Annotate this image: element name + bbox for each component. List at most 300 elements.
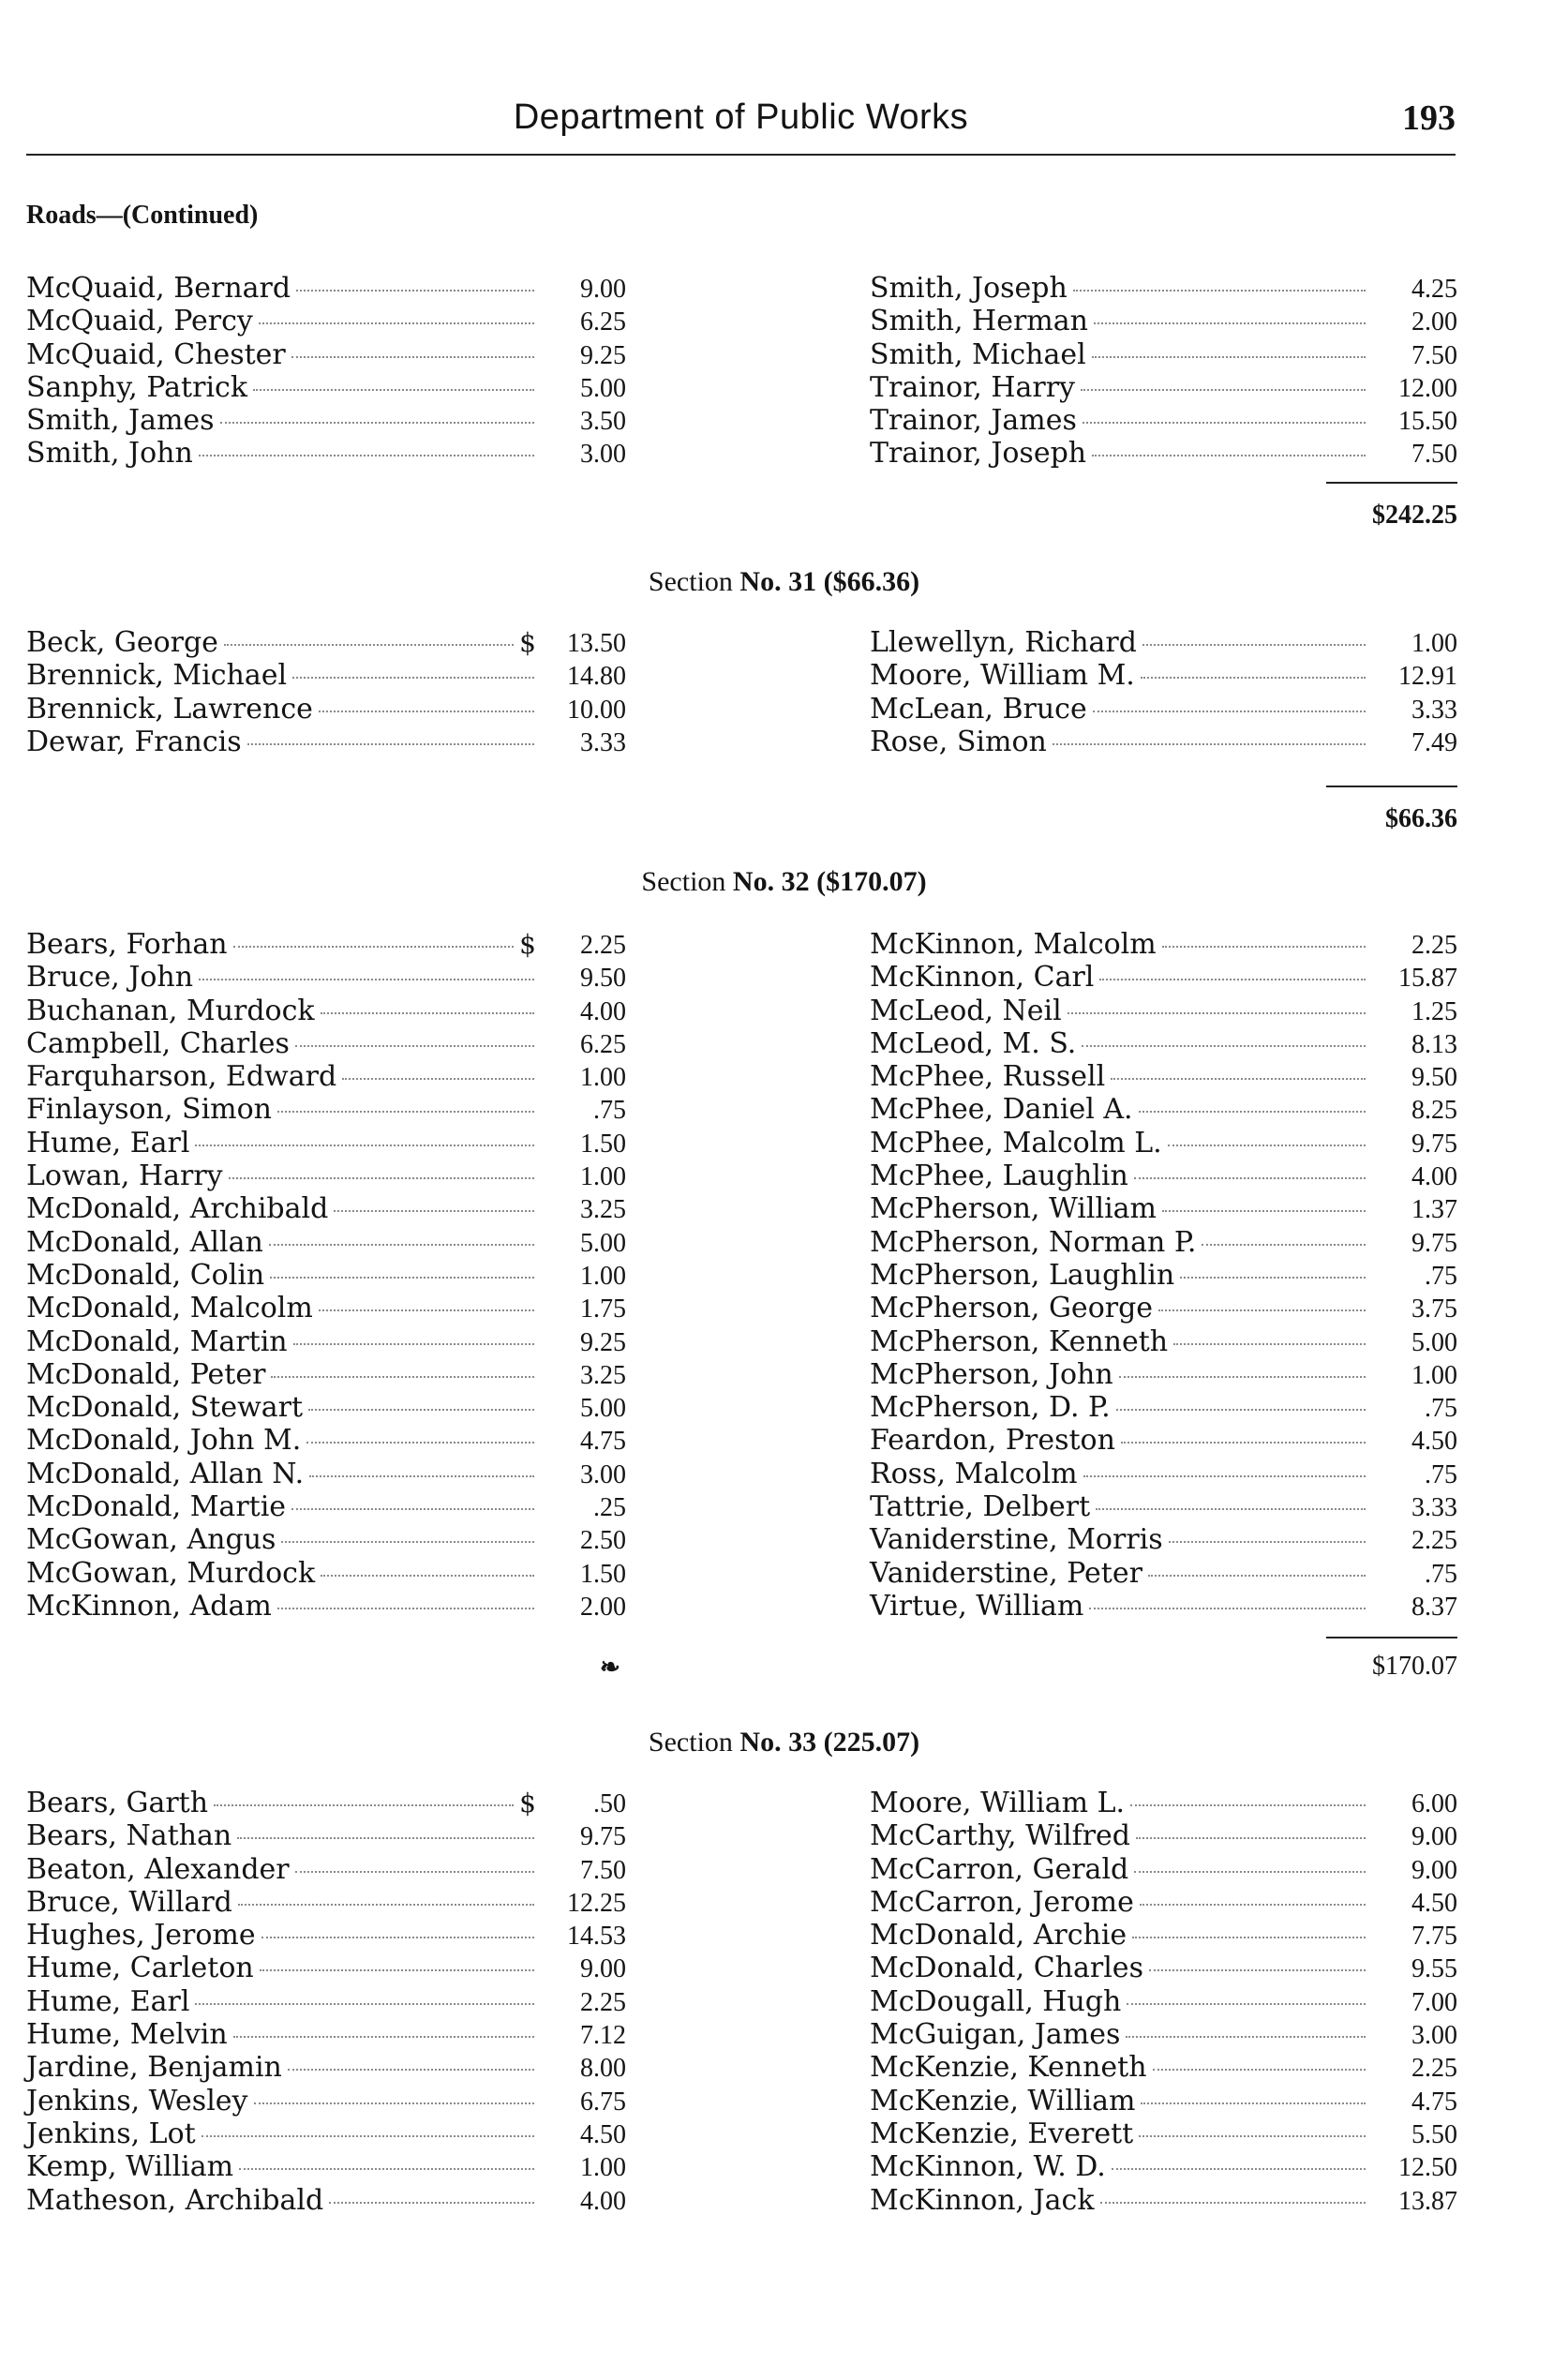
leader-dots [309, 1475, 534, 1477]
payment-amount: 7.49 [1411, 727, 1457, 757]
payment-amount: 8.37 [1411, 1592, 1457, 1622]
leader-dots [295, 1871, 534, 1873]
payment-amount: 1.00 [580, 1063, 626, 1093]
payee-name: McCarthy, Wilfred [870, 1819, 1131, 1853]
ledger-row [870, 272, 1457, 305]
ledger-row [26, 1985, 626, 2018]
ledger-row [26, 995, 626, 1027]
leader-dots [1153, 2069, 1366, 2071]
payment-amount: .50 [593, 1789, 626, 1818]
ledger-row [870, 1259, 1457, 1292]
leader-dots [269, 1244, 534, 1246]
payment-amount: 7.50 [1411, 440, 1457, 470]
payee-name: Jardine, Benjamin [26, 2051, 282, 2085]
section-31-total: $66.36 [1385, 804, 1457, 833]
ledger-row [26, 2184, 626, 2217]
section-32-total: $170.07 [1372, 1652, 1457, 1681]
ledger-row [26, 1819, 626, 1852]
leader-dots [233, 946, 515, 948]
payment-amount: 1.50 [580, 1129, 626, 1159]
leader-dots [277, 1111, 534, 1113]
payee-name: McCarron, Jerome [870, 1885, 1134, 1919]
leader-dots [1100, 2202, 1366, 2204]
payee-name: McDonald, Stewart [26, 1391, 304, 1425]
leader-dots [1149, 1969, 1366, 1971]
leader-dots [1180, 1277, 1366, 1279]
payee-name: Brennick, Lawrence [26, 692, 313, 726]
leader-dots [260, 1969, 534, 1971]
section-number: No. 33 [739, 1727, 817, 1758]
section-label: Section [648, 566, 733, 597]
payment-amount: 14.53 [567, 1922, 626, 1952]
payment-amount: .75 [1425, 1559, 1457, 1589]
section-32-heading [0, 866, 1568, 898]
payment-amount: 1.50 [580, 1559, 626, 1589]
payment-amount: 1.37 [1411, 1195, 1457, 1225]
payee-name: McDonald, Peter [26, 1357, 266, 1391]
ledger-row [26, 1886, 626, 1919]
ledger-row [870, 659, 1457, 692]
leader-dots [1141, 2102, 1366, 2104]
ledger-row [26, 1523, 626, 1556]
payment-amount: 5.50 [1411, 2119, 1457, 2149]
ledger-row [26, 1027, 626, 1060]
payment-amount: 2.00 [580, 1592, 626, 1622]
payee-name: Bears, Nathan [26, 1819, 232, 1853]
payee-name: McPherson, Laughlin [870, 1258, 1175, 1292]
ledger-row [26, 371, 626, 404]
payment-amount: 9.75 [1411, 1228, 1457, 1258]
payment-amount: 3.75 [1411, 1294, 1457, 1324]
leader-dots [1127, 2003, 1366, 2005]
roads-total: $242.25 [1372, 501, 1457, 530]
payee-name: Bears, Garth [26, 1787, 209, 1819]
leader-dots [224, 644, 514, 646]
payment-amount: 12.91 [1398, 662, 1457, 692]
payee-name: Virtue, William [870, 1589, 1084, 1623]
payee-name: Trainor, Joseph [870, 437, 1087, 471]
leader-dots [1053, 743, 1366, 745]
ledger-row [870, 338, 1457, 371]
payee-name: Rose, Simon [870, 725, 1047, 758]
ledger-row [870, 2018, 1457, 2051]
payment-amount: .75 [593, 1096, 626, 1126]
leader-dots [1139, 1111, 1366, 1113]
leader-dots [214, 1804, 514, 1806]
ledger-row [870, 1819, 1457, 1852]
payee-name: Jenkins, Lot [26, 2117, 196, 2150]
leader-dots [1083, 1475, 1366, 1477]
ledger-row [870, 2117, 1457, 2150]
ledger-row [870, 2085, 1457, 2117]
payee-name: Vaniderstine, Peter [870, 1556, 1142, 1590]
payee-name: McDonald, Allan [26, 1225, 263, 1259]
ledger-row [26, 1325, 626, 1358]
leader-dots [1130, 1804, 1366, 1806]
ledger-row [26, 2018, 626, 2051]
payee-name: McKinnon, Carl [870, 961, 1095, 995]
payee-name: Jenkins, Wesley [26, 2084, 248, 2117]
payee-name: McDougall, Hugh [870, 1984, 1122, 2018]
payment-amount: 7.12 [580, 2021, 626, 2051]
ledger-row [26, 1127, 626, 1160]
ledger-row [26, 1160, 626, 1192]
roads-right-list [870, 272, 1457, 471]
payment-amount: 7.50 [1411, 340, 1457, 370]
leader-dots [199, 979, 534, 980]
payment-amount: 1.75 [580, 1294, 626, 1324]
leader-dots [1081, 389, 1366, 391]
section-33-right-list [870, 1787, 1457, 2217]
ledger-row [870, 1358, 1457, 1391]
leader-dots [1136, 1837, 1366, 1839]
section-32-left-list [26, 928, 626, 1623]
section-label: Section [641, 866, 726, 897]
leader-dots [1111, 1078, 1366, 1080]
leader-dots [1094, 322, 1366, 324]
leader-dots [321, 1012, 534, 1014]
leader-dots [237, 1837, 534, 1839]
leader-dots [329, 2202, 534, 2204]
section-32-total-rule [1326, 1637, 1457, 1638]
leader-dots [1116, 1409, 1366, 1411]
ledger-row [870, 1985, 1457, 2018]
dollar-sign: $ [519, 1788, 536, 1818]
ledger-row [870, 1226, 1457, 1259]
payment-amount: 3.50 [580, 407, 626, 437]
leader-dots [296, 290, 534, 292]
payment-amount: 1.00 [580, 1261, 626, 1291]
page-title: Department of Public Works [513, 97, 969, 137]
payment-amount: 8.25 [1411, 1096, 1457, 1126]
payment-amount: 12.25 [567, 1888, 626, 1918]
leader-dots [253, 389, 534, 391]
payment-amount: 2.00 [1411, 307, 1457, 337]
leader-dots [238, 1904, 534, 1906]
payment-amount: 9.25 [580, 1327, 626, 1357]
payee-name: Tattrie, Delbert [870, 1490, 1091, 1524]
ledger-row [870, 995, 1457, 1027]
leader-dots [1099, 979, 1366, 980]
ledger-row [870, 1093, 1457, 1126]
payee-name: Lowan, Harry [26, 1160, 223, 1193]
ledger-row [870, 1523, 1457, 1556]
payment-amount: 3.00 [1411, 2021, 1457, 2051]
payee-name: McDonald, Martin [26, 1324, 288, 1358]
payee-name: Trainor, James [870, 404, 1077, 438]
payment-amount: 4.75 [580, 1427, 626, 1457]
payment-amount: 3.33 [1411, 695, 1457, 725]
ledger-row [26, 1490, 626, 1523]
payment-amount: 2.25 [580, 1987, 626, 2017]
payment-amount: 1.00 [1411, 1360, 1457, 1390]
ledger-row [26, 1192, 626, 1225]
ledger-row [870, 1391, 1457, 1424]
leader-dots [291, 356, 534, 358]
ledger-row [26, 2150, 626, 2183]
payee-name: Trainor, Harry [870, 370, 1076, 404]
payment-amount: 3.25 [580, 1195, 626, 1225]
section-31-left-list [26, 626, 626, 758]
payment-amount: 9.00 [580, 275, 626, 304]
ledger-row [26, 659, 626, 692]
leader-dots [220, 422, 534, 424]
ledger-row [870, 726, 1457, 758]
payee-name: Bears, Forhan [26, 928, 228, 961]
payment-amount: 4.50 [1411, 1427, 1457, 1457]
page-number: 193 [1402, 98, 1456, 138]
leader-dots [1134, 1177, 1366, 1179]
ledger-row [870, 371, 1457, 404]
payment-amount: 4.00 [1411, 1162, 1457, 1192]
payee-name: McPherson, Norman P. [870, 1225, 1197, 1259]
ledger-row [26, 2085, 626, 2117]
payment-amount: 4.00 [580, 996, 626, 1026]
payment-amount: .25 [593, 1493, 626, 1523]
payee-name: McLean, Bruce [870, 692, 1087, 726]
leader-dots [1112, 2168, 1366, 2170]
payment-amount: .75 [1425, 1459, 1457, 1489]
payment-amount: 2.25 [1411, 2054, 1457, 2084]
payee-name: McLeod, Neil [870, 994, 1062, 1027]
payment-amount: 1.25 [1411, 996, 1457, 1026]
payee-name: Farquharson, Edward [26, 1060, 337, 1094]
payee-name: McDonald, Colin [26, 1258, 265, 1292]
payee-name: McDonald, Malcolm [26, 1292, 313, 1325]
printer-mark-icon: ❧ [600, 1653, 620, 1682]
payment-amount: 15.87 [1398, 964, 1457, 994]
payment-amount: 1.00 [580, 1162, 626, 1192]
payment-amount: 3.25 [580, 1360, 626, 1390]
ledger-row [870, 1424, 1457, 1457]
payment-amount: 9.50 [1411, 1063, 1457, 1093]
leader-dots [1173, 1343, 1366, 1345]
payee-name: McDonald, Archibald [26, 1192, 329, 1226]
leader-dots [1073, 290, 1366, 292]
roads-continued-heading: Roads—(Continued) [26, 201, 259, 230]
payment-amount: 1.00 [580, 2153, 626, 2183]
ledger-row [26, 693, 626, 726]
leader-dots [1142, 644, 1366, 646]
leader-dots [1089, 1608, 1366, 1609]
payee-name: Hughes, Jerome [26, 1919, 256, 1953]
payment-amount: 1.00 [1411, 629, 1457, 658]
payment-amount: 15.50 [1398, 407, 1457, 437]
leader-dots [1092, 455, 1366, 456]
leader-dots [1068, 1012, 1366, 1014]
leader-dots [1148, 1575, 1366, 1577]
payee-name: Hume, Melvin [26, 2018, 228, 2052]
ledger-row [870, 1458, 1457, 1490]
ledger-row [26, 272, 626, 305]
ledger-row [870, 693, 1457, 726]
leader-dots [308, 1409, 534, 1411]
ledger-row [870, 928, 1457, 961]
payment-amount: 4.75 [1411, 2087, 1457, 2117]
ledger-row [26, 1060, 626, 1093]
payee-name: Beck, George [26, 626, 218, 659]
payment-amount: 2.25 [1411, 1526, 1457, 1556]
leader-dots [1140, 1904, 1366, 1906]
leader-dots [271, 1376, 534, 1378]
payee-name: Hume, Carleton [26, 1952, 254, 1985]
section-number: No. 32 [732, 866, 810, 897]
payee-name: Ross, Malcolm [870, 1457, 1078, 1490]
payment-amount: 4.50 [1411, 1888, 1457, 1918]
payee-name: McDonald, John M. [26, 1424, 302, 1458]
section-32-right-list [870, 928, 1457, 1623]
leader-dots [281, 1541, 534, 1543]
leader-dots [1162, 1210, 1366, 1212]
payee-name: McQuaid, Percy [26, 305, 253, 338]
section-31-total-rule [1326, 786, 1457, 787]
payee-name: McDonald, Martie [26, 1490, 287, 1524]
payment-amount: 13.87 [1398, 2186, 1457, 2216]
ledger-row [870, 1127, 1457, 1160]
ledger-row [870, 1787, 1457, 1819]
payee-name: McKenzie, Kenneth [870, 2051, 1147, 2085]
ledger-row [870, 1952, 1457, 1984]
ledger-row [870, 961, 1457, 994]
ledger-row [26, 626, 626, 659]
ledger-row [26, 1424, 626, 1457]
payment-amount: 9.50 [580, 964, 626, 994]
ledger-row [870, 2051, 1457, 2084]
payee-name: McPherson, George [870, 1292, 1154, 1325]
payment-amount: 12.00 [1398, 373, 1457, 403]
payee-name: McKenzie, Everett [870, 2117, 1134, 2150]
payee-name: McGuigan, James [870, 2018, 1121, 2052]
ledger-row [26, 1458, 626, 1490]
payee-name: Hume, Earl [26, 1984, 190, 2018]
section-amount: ($170.07) [816, 866, 927, 897]
payee-name: McPherson, Kenneth [870, 1324, 1169, 1358]
leader-dots [1162, 946, 1366, 948]
leader-dots [1168, 1145, 1366, 1146]
ledger-row [26, 1557, 626, 1590]
ledger-row [26, 404, 626, 437]
section-33-left-list [26, 1787, 626, 2217]
ledger-row [26, 1853, 626, 1886]
ledger-row [26, 305, 626, 337]
payment-amount: 5.00 [580, 1394, 626, 1424]
leader-dots [1082, 1045, 1366, 1047]
payee-name: Moore, William M. [870, 659, 1135, 693]
payee-name: McPherson, D. P. [870, 1391, 1111, 1425]
leader-dots [292, 677, 534, 679]
payee-name: McKinnon, Adam [26, 1589, 272, 1623]
ledger-row [870, 1160, 1457, 1192]
payment-amount: 6.25 [580, 1029, 626, 1059]
payee-name: McKinnon, W. D. [870, 2150, 1106, 2184]
ledger-row [870, 1192, 1457, 1225]
payment-amount: 8.13 [1411, 1029, 1457, 1059]
payee-name: Vaniderstine, Morris [870, 1523, 1163, 1557]
leader-dots [1083, 422, 1366, 424]
payee-name: Kemp, William [26, 2150, 234, 2184]
leader-dots [1158, 1309, 1366, 1311]
payment-amount: .75 [1425, 1394, 1457, 1424]
payment-amount: 3.00 [580, 1459, 626, 1489]
leader-dots [261, 1937, 534, 1938]
payment-amount: 5.00 [580, 373, 626, 403]
payee-name: Smith, Joseph [870, 272, 1068, 305]
ledger-row [26, 437, 626, 470]
leader-dots [321, 1575, 534, 1577]
payee-name: McGowan, Murdock [26, 1556, 316, 1590]
leader-dots [195, 1145, 534, 1146]
section-label: Section [648, 1727, 733, 1758]
leader-dots [229, 1177, 534, 1179]
payment-amount: 3.33 [1411, 1493, 1457, 1523]
leader-dots [259, 322, 534, 324]
payee-name: Smith, Herman [870, 305, 1088, 338]
ledger-row [870, 437, 1457, 470]
leader-dots [1141, 677, 1366, 679]
leader-dots [1139, 2135, 1366, 2137]
payee-name: Buchanan, Murdock [26, 994, 315, 1027]
leader-dots [342, 1078, 534, 1080]
leader-dots [239, 2168, 534, 2170]
dollar-sign: $ [519, 627, 536, 658]
leader-dots [270, 1277, 534, 1279]
payee-name: Smith, Michael [870, 337, 1086, 371]
ledger-row [26, 1292, 626, 1324]
payment-amount: 4.00 [580, 2186, 626, 2216]
ledger-row [26, 2117, 626, 2150]
payment-amount: 13.50 [567, 629, 626, 658]
payment-amount: 9.55 [1411, 1954, 1457, 1984]
ledger-row [870, 1292, 1457, 1324]
ledger-row [26, 961, 626, 994]
ledger-row [870, 305, 1457, 337]
payee-name: McGowan, Angus [26, 1523, 276, 1557]
section-amount: (225.07) [823, 1727, 920, 1758]
leader-dots [233, 2036, 534, 2038]
leader-dots [1119, 1376, 1366, 1378]
roads-total-rule [1326, 482, 1457, 484]
leader-dots [277, 1608, 534, 1609]
payment-amount: 3.33 [580, 727, 626, 757]
payment-amount: 7.75 [1411, 1922, 1457, 1952]
payee-name: Matheson, Archibald [26, 2183, 324, 2217]
leader-dots [295, 1045, 534, 1047]
payee-name: Feardon, Preston [870, 1424, 1115, 1458]
payment-amount: 4.50 [580, 2119, 626, 2149]
payment-amount: 2.25 [1411, 931, 1457, 960]
ledger-row [26, 928, 626, 961]
payment-amount: 12.50 [1398, 2153, 1457, 2183]
payee-name: Smith, John [26, 437, 193, 471]
payment-amount: 6.00 [1411, 1789, 1457, 1818]
ledger-row [26, 1093, 626, 1126]
payment-amount: 8.00 [580, 2054, 626, 2084]
payee-name: McKenzie, William [870, 2084, 1136, 2117]
payment-amount: 6.25 [580, 307, 626, 337]
payee-name: Brennick, Michael [26, 659, 288, 693]
payment-amount: 3.00 [580, 440, 626, 470]
payee-name: McPherson, John [870, 1357, 1113, 1391]
leader-dots [1096, 1508, 1366, 1510]
payee-name: McKinnon, Malcolm [870, 928, 1157, 961]
ledger-row [870, 1557, 1457, 1590]
payment-amount: 7.50 [580, 1855, 626, 1885]
section-31-heading [0, 566, 1568, 598]
payment-amount: 9.00 [1411, 1855, 1457, 1885]
leader-dots [1169, 1541, 1366, 1543]
leader-dots [293, 1343, 534, 1345]
payee-name: Bruce, Willard [26, 1885, 232, 1919]
